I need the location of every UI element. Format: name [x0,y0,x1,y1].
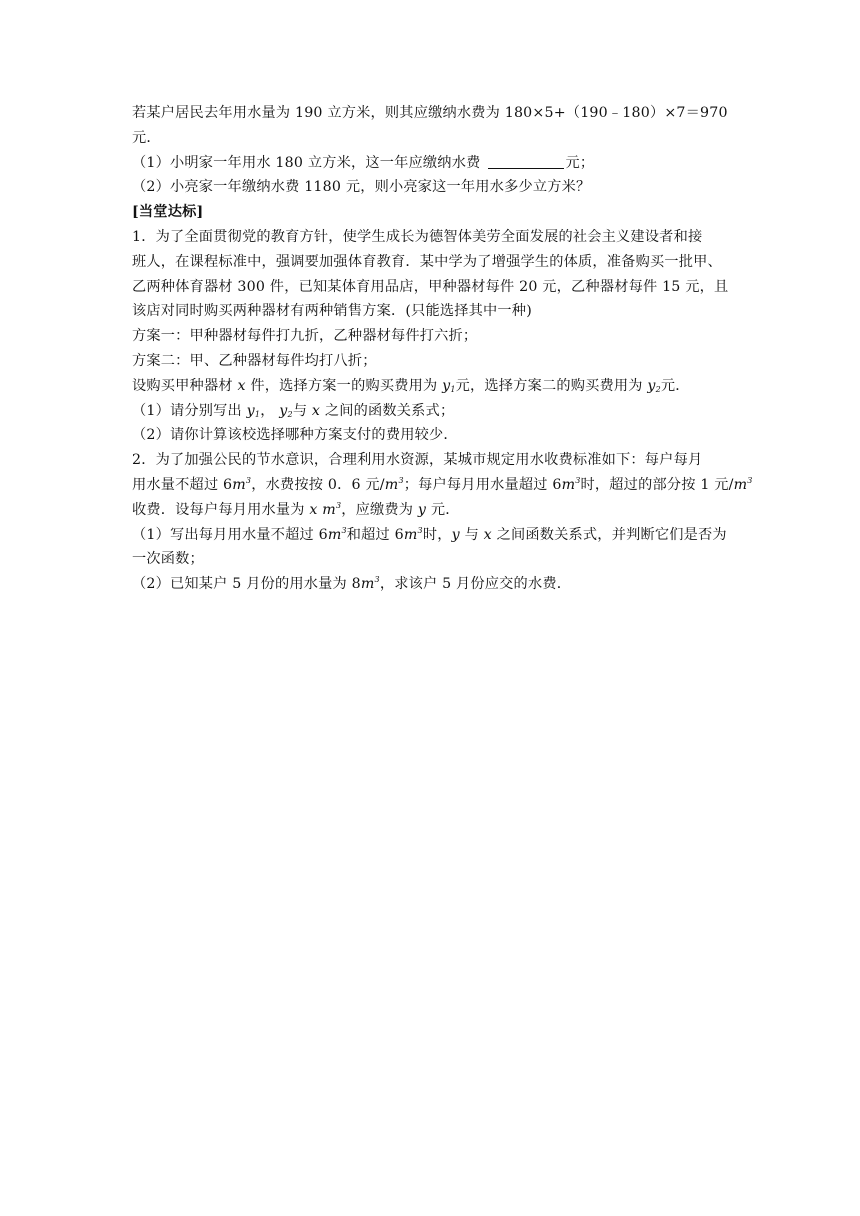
problem2-line-1: 2．为了加强公民的节水意识，合理利用水资源，某城市规定用水收费标准如下：每户每月 [132,452,703,469]
setup-text-a: 设购买甲种器材 [132,377,233,394]
variable-y1: $y_1$ [246,402,261,419]
answer-blank [488,154,564,169]
variable-x: x [237,377,246,394]
unit-cubic-meter: $m^3$ [384,475,404,493]
document-body [132,101,753,597]
variable-x: x [311,402,321,419]
intro-line-2: 元． [132,129,161,146]
unit-cubic-meter: $m^3$ [360,575,380,593]
unit-cubic-meter: $m^3$ [733,475,753,493]
problem1-line-4: 该店对同时购买两种器材有两种销售方案．(只能选择其中一种) [132,303,532,320]
unit-cubic-meter: $m^3$ [403,525,423,543]
problem2-line-3: 收费．设每户每月用水量为 x $m^3$，应缴费为 y 元． [132,500,460,518]
unit-cubic-meter: $m^3$ [232,475,252,493]
setup-text-c: 元，选择方案二的购买费用为 [455,377,643,394]
intro-question-1-suffix: 元； [565,154,595,171]
setup-text-d: 元． [660,377,690,394]
problem1-plan-1: 方案一：甲种器材每件打九折，乙种器材每件打六折； [132,328,478,345]
problem1-q1-text-a: （1）请分别写出 [132,402,242,419]
problem1-line-1: 1．为了全面贯彻党的教育方针，使学生成长为德智体美劳全面发展的社会主义建设者和接 [132,228,703,245]
intro-question-1 [132,151,732,176]
problem2-question-1-cont: 一次函数； [132,551,204,568]
variable-y2: $y_2$ [647,377,661,394]
variable-y1: $y_1$ [442,377,456,394]
problem2-question-1: （1）写出每月用水量不超过 $6m^3$和超过 $6m^3$时，y 与 x 之间函数关系式，并判断它们是否为 [132,525,727,543]
setup-text-b: 件，选择方案一的购买费用为 [250,377,438,394]
variable-y: y [417,501,427,518]
unit-cubic-meter: $m^3$ [327,525,347,543]
intro-question-1-text: （1）小明家一年用水 180 立方米，这一年应缴纳水费 [132,154,481,171]
variable-y: y [451,526,460,543]
problem1-plan-2: 方案二：甲、乙种器材每件均打八折； [132,352,377,369]
problem1-setup [132,374,732,399]
variable-x: x [309,501,318,518]
problem2-question-2: （2）已知某户 5 月份的用水量为 $8m^3$，求该户 5 月份应交的水费． [132,575,572,593]
problem1-line-3: 乙两种体育器材 300 件，已知某体育用品店，甲种器材每件 20 元，乙种器材每件 15 元，且 [132,278,729,295]
problem1-question-1: （1）请分别写出 $y_1$， $y_2$与 x 之间的函数关系式； [132,402,455,419]
intro-question-2: （2）小亮家一年缴纳水费 1180 元，则小亮家这一年用水多少立方米？ [132,179,591,196]
variable-x: x [483,526,492,543]
intro-line-1: 若某户居民去年用水量为 190 立方米，则其应缴纳水费为 180×5+（190﹣180）×7＝970 [132,105,728,121]
unit-cubic-meter: $m^3$ [561,475,581,493]
section-title: [当堂达标] [132,204,204,221]
problem2-line-2: 用水量不超过 $6m^3$，水费按按 0．6 元$/m^3$；每户每月用水量超过 $6m^3$时，超过的部分按 1 元$/m^3$ [132,475,753,493]
variable-y2: $y_2$ [279,402,293,419]
problem1-question-2: （2）请你计算该校选择哪种方案支付的费用较少． [132,427,458,444]
unit-cubic-meter: $m^3$ [322,500,342,518]
problem1-line-2: 班人，在课程标准中，强调要加强体育教育．某中学为了增强学生的体质，准备购买一批甲、 [132,253,722,270]
